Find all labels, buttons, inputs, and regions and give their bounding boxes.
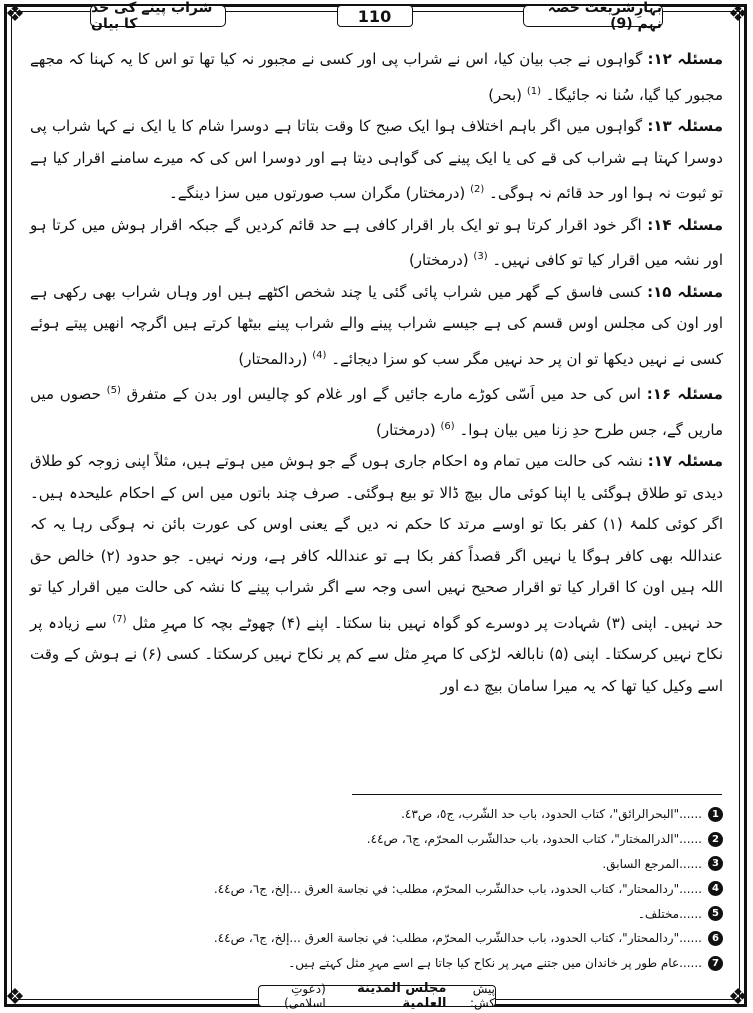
paragraph (30, 44, 723, 111)
reference: (درمختار) (376, 420, 436, 439)
footnote-marker: (4) (312, 349, 327, 361)
paragraph-text: گواہوں میں اگر باہم اختلاف ہوا ایک صبح کا وقت بتاتا ہے دوسرا شام کا یا ایک نے کہا شراب پی دوسرا کہتا ہے شراب کی قے کی یا ایک پینے کی گواہی دیتا ہے اور دوسرا اس کی کہ میرے سامنے اقرار کیا ہے تو ثبوت نہ ہوا اور حد قائم نہ ہوگی۔ (30, 117, 723, 202)
masala-label: مسئلہ ۱۶: (646, 385, 723, 403)
footnote-text: ......"البحرالرائق"، كتاب الحدود، باب حد الشّرب، ج٥، ص٤٣. (401, 807, 702, 822)
footnote (30, 951, 723, 976)
footnote (30, 827, 723, 852)
paragraph (30, 277, 723, 376)
masala-label: مسئلہ ۱۷: (647, 452, 723, 470)
paragraph-text: کسی فاسق کے گھر میں شراب پائی گئی یا چند شخص اکٹھے ہیں اور وہاں شراب بھی رکھی ہے اور اون کی مجلس اوس قسم کی ہے جیسے شراب پینے والے شراب پینے بیٹھا کرتے ہیں اگرچہ انھیں پیتے ہوئے کسی نے نہیں دیکھا تو ان پر حد نہیں مگر سب کو سزا دیجائے۔ (30, 282, 723, 368)
paragraph (30, 210, 723, 277)
paragraph-text: نشہ کی حالت میں تمام وہ احکام جاری ہوں گے جو ہوش میں ہوتے ہیں، مثلاً اپنی زوجہ کو طلاق دیدی تو طلاق ہوگئی یا اپنا کوئی مال بیچ ڈالا تو بیع ہوگئی۔ صرف چند باتوں میں اس کے احکام علیحدہ ہیں۔ اگر کوئی کلمۂ (۱) کفر بکا تو اوسے مرتد کا حکم نہ دیں گے یعنی اوس کی عورت بائن نہ ہوگی رہا یہ کہ عنداللہ بھی کافر ہوگا یا نہیں اگر قصداً کفر بکا ہے تو عنداللہ کافر ہے، ورنہ نہیں۔ جو حدود (۲) خالص حق اللہ ہیں اون کا اقرار کیا تو اقرار صحیح نہیں اسی وجہ سے اگر شراب پینے کا نشہ کی حالت میں اقرار کیا تو حد نہیں۔ اپنی (۳) شہادت پر دوسرے کو گواہ نہیں بنا سکتا۔ اپنے (۴) چھوٹے بچہ کا مہرِ مثل (30, 452, 723, 632)
masala-label: مسئلہ ۱۲: (647, 50, 723, 68)
masala-label: مسئلہ ۱۳: (647, 117, 723, 135)
footnote-text: ......عام طور پر خاندان میں جتنے مہر پر نکاح کیا جاتا ہے اسے مہرِ مثل کہتے ہیں۔ (288, 956, 702, 971)
footnote-text: ......مختلف۔ (637, 906, 702, 921)
corner-ornament-icon: ❖ (728, 2, 748, 27)
paragraph-text: سے زیادہ پر نکاح نہیں کرسکتا۔ اپنی (۵) نابالغہ لڑکی کا مہرِ مثل سے کم پر نکاح نہیں کرسکتا۔ کسی (۶) نے ہوش کے وقت اسے وکیل کیا تھا کہ یہ میرا سامان بیچ دے اور (30, 613, 723, 695)
footnote-number: 1 (708, 807, 723, 822)
page-header (90, 0, 663, 32)
organization-name: (دعوتِ اسلامی) (284, 982, 326, 1010)
footnotes (30, 802, 723, 976)
reference: (درمختار) مگران سب صورتوں میں سزا دینگے۔ (169, 184, 466, 202)
paragraph-text: گواہوں نے جب بیان کیا، اس نے شراب پی اور کسی نے مجبور نہ کیا تھا تو اس کا یہ کہنا کہ مجھے مجبور کیا گیا، سُنا نہ جائیگا۔ (30, 50, 723, 104)
footnote-text: ......"ردالمحتار"، كتاب الحدود، باب حدالشّرب المحرّم، مطلب: في نجاسة العرق ...إلخ، ج٦، ص٤٤. (213, 931, 702, 946)
paragraph (30, 446, 723, 702)
paragraph-text: حصوں میں ماریں گے، جس طرح حدِ زنا میں بیان ہوا۔ (30, 385, 723, 439)
paragraph-text: اگر خود اقرار کرتا ہو تو ایک بار اقرار کافی ہے حد قائم کردیں گے جبکہ اقرار ہوش میں کرتا ہو اور نشہ میں اقرار کیا تو کافی نہیں۔ (30, 215, 723, 269)
book-title: بہارِشریعت حصہ نہم (9) (523, 5, 663, 27)
main-text (30, 44, 723, 702)
footnote-text: ......"الدرالمختار"، كتاب الحدود، باب حدالشّرب المحرّم، ج٦، ص٤٤. (366, 832, 702, 847)
footnote (30, 901, 723, 926)
footnote (30, 876, 723, 901)
footnote-number: 3 (708, 856, 723, 871)
footnote (30, 852, 723, 877)
corner-ornament-icon: ❖ (728, 985, 748, 1010)
footnote (30, 802, 723, 827)
masala-label: مسئلہ ۱۴: (647, 215, 723, 234)
page-number: 110 (337, 5, 413, 27)
corner-ornament-icon: ❖ (5, 985, 25, 1010)
footnote-marker: (3) (473, 251, 488, 262)
publisher-name: مجلس المدينة العلمية (357, 981, 447, 1011)
presented-by-label: پیش کش: (469, 982, 495, 1010)
footnote-divider (352, 794, 722, 795)
paragraph (30, 375, 723, 446)
footnote-text: ......المرجع السابق. (602, 856, 702, 871)
footnote (30, 926, 723, 951)
masala-label: مسئلہ ۱۵: (647, 282, 723, 301)
footnote-marker: (6) (440, 420, 455, 432)
footnote-number: 2 (708, 832, 723, 847)
footnote-text: ......"ردالمحتار"، كتاب الحدود، باب حدالشّرب المحرّم، مطلب: في نجاسة العرق ...إلخ، ج٦، ص٤٤. (213, 881, 702, 896)
publisher-footer (258, 981, 496, 1011)
footnote-marker: (1) (526, 85, 541, 97)
reference: (بحر) (488, 85, 523, 104)
footnote-number: 7 (708, 956, 723, 971)
paragraph (30, 111, 723, 210)
footnote-number: 6 (708, 931, 723, 946)
footnote-marker: (5) (106, 385, 121, 396)
footnote-marker: (2) (470, 184, 485, 195)
paragraph-text: اس کی حد میں اَسّی کوڑے مارے جائیں گے اور غلام کو چالیس اور بدن کے متفرق (126, 385, 641, 403)
corner-ornament-icon: ❖ (5, 2, 25, 27)
reference: (ردالمحتار) (238, 349, 308, 368)
footnote-marker: (7) (112, 613, 127, 625)
reference: (درمختار) (408, 251, 469, 269)
footnote-number: 5 (708, 906, 723, 921)
footnote-number: 4 (708, 881, 723, 896)
chapter-title: شراب پینے کی حد کا بیان (90, 5, 226, 27)
